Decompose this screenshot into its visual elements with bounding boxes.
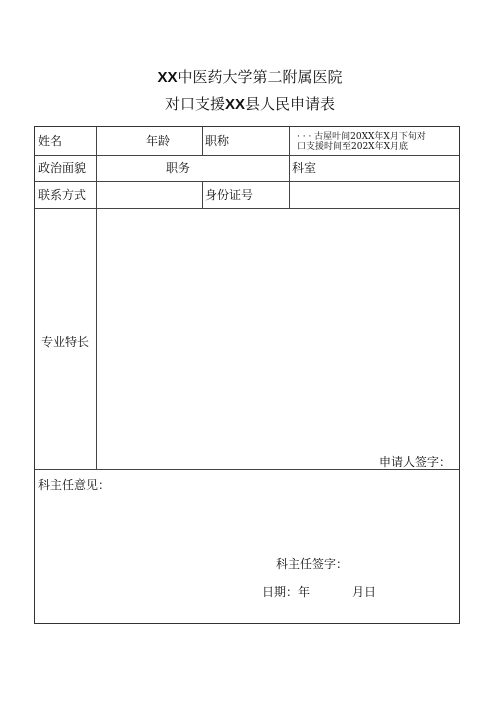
age-label: 年龄 — [146, 134, 171, 148]
subtitle-county: XX — [224, 96, 245, 113]
name-label: 姓名 — [38, 134, 63, 148]
row-divider — [35, 155, 459, 156]
col-divider — [289, 181, 290, 208]
applicant-signature-label: 申请人签字： — [379, 455, 452, 469]
politics-label: 政治面貌 — [38, 161, 87, 175]
period-text-line2: 口支援时间至202X年X月底 — [297, 142, 408, 152]
position-label: 职务 — [166, 161, 191, 175]
row-divider — [35, 181, 459, 182]
director-opinion-label: 科主任意见： — [38, 478, 111, 492]
title-hospital: 中医药大学第二附属医院 — [177, 68, 343, 86]
col-divider — [202, 127, 203, 155]
contact-label: 联系方式 — [38, 188, 87, 202]
date-label: 日期：年 — [262, 585, 311, 599]
row-divider — [35, 208, 459, 209]
subtitle-post: 县人民申请表 — [245, 95, 336, 113]
page-subtitle — [0, 93, 500, 114]
col-divider — [289, 127, 290, 181]
period-text-line1: · · · 古屋叶间20XX年X月下旬对 — [297, 132, 426, 142]
title-label: 职称 — [205, 134, 230, 148]
specialty-label: 专业特长 — [41, 335, 90, 349]
page-title — [0, 66, 500, 87]
row-divider — [35, 469, 459, 470]
subtitle-pre: 对口支援 — [164, 95, 225, 113]
id-number-label: 身份证号 — [205, 188, 254, 202]
date-month-day: 月日 — [352, 585, 377, 599]
col-divider — [96, 127, 97, 469]
director-signature-label: 科主任签字： — [276, 557, 349, 571]
department-label: 科室 — [292, 161, 317, 175]
title-prefix: XX — [157, 69, 178, 86]
application-form-table — [34, 126, 460, 624]
col-divider — [202, 181, 203, 208]
